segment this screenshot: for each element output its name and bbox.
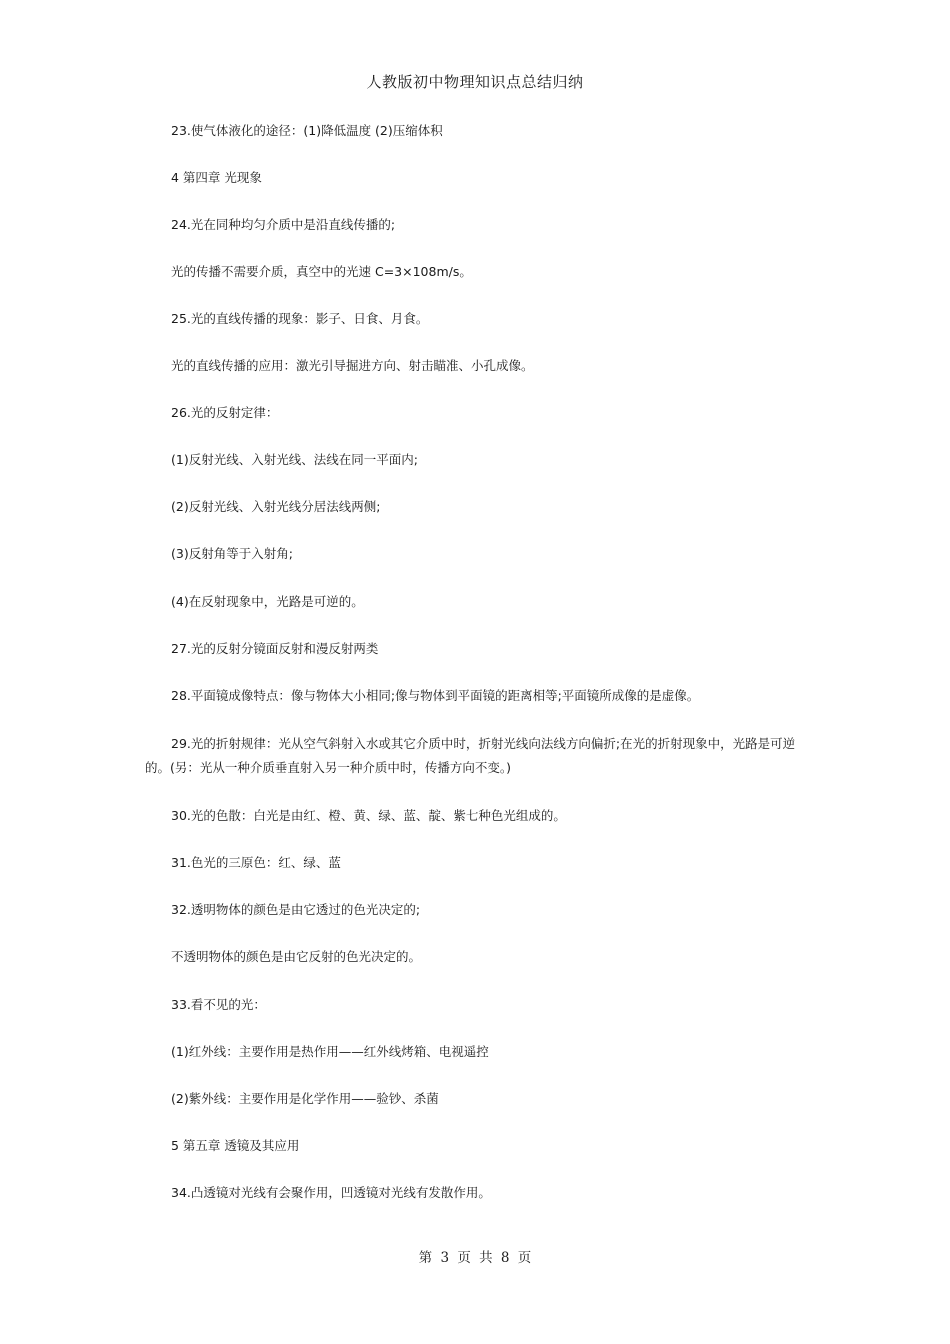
text-line-light-speed: 光的传播不需要介质，真空中的光速 C=3×108m/s。 [171,264,472,279]
chapter-heading-4: 4 第四章 光现象 [171,170,262,185]
text-line-28: 28.平面镜成像特点：像与物体大小相同;像与物体到平面镜的距离相等;平面镜所成像的是虚像。 [171,688,700,703]
text-line-26-2: (2)反射光线、入射光线分居法线两侧; [171,499,381,514]
text-line-26-3: (3)反射角等于入射角; [171,546,293,561]
page-footer-page-number: 第 3 页 共 8 页 [418,1250,532,1266]
text-paragraph-29: 29.光的折射规律：光从空气斜射入水或其它介质中时，折射光线向法线方向偏折;在光的折射现象中，光路是可逆的。(另：光从一种介质垂直射入另一种介质中时，传播方向不变。) [145,736,796,775]
text-line-32: 32.透明物体的颜色是由它透过的色光决定的; [171,902,421,917]
text-line-33: 33.看不见的光： [171,997,266,1012]
text-line-33-2: (2)紫外线：主要作用是化学作用——验钞、杀菌 [171,1091,439,1106]
text-line-33-1: (1)红外线：主要作用是热作用——红外线烤箱、电视遥控 [171,1044,489,1059]
chapter-heading-5: 5 第五章 透镜及其应用 [171,1138,300,1153]
text-line-31: 31.色光的三原色：红、绿、蓝 [171,855,341,870]
text-line-30: 30.光的色散：白光是由红、橙、黄、绿、蓝、靛、紫七种色光组成的。 [171,808,566,823]
text-line-27: 27.光的反射分镜面反射和漫反射两类 [171,641,379,656]
text-line-26-4: (4)在反射现象中，光路是可逆的。 [171,594,364,609]
text-line-34: 34.凸透镜对光线有会聚作用，凹透镜对光线有发散作用。 [171,1185,491,1200]
text-line-23: 23.使气体液化的途径：(1)降低温度 (2)压缩体积 [171,123,443,138]
text-line-24: 24.光在同种均匀介质中是沿直线传播的; [171,217,396,232]
text-line-32-opaque: 不透明物体的颜色是由它反射的色光决定的。 [171,949,422,964]
text-line-26: 26.光的反射定律： [171,405,279,420]
page-header-title: 人教版初中物理知识点总结归纳 [366,73,584,91]
text-line-25: 25.光的直线传播的现象：影子、日食、月食。 [171,311,429,326]
text-line-25-application: 光的直线传播的应用：激光引导掘进方向、射击瞄准、小孔成像。 [171,358,534,373]
text-line-26-1: (1)反射光线、入射光线、法线在同一平面内; [171,452,418,467]
